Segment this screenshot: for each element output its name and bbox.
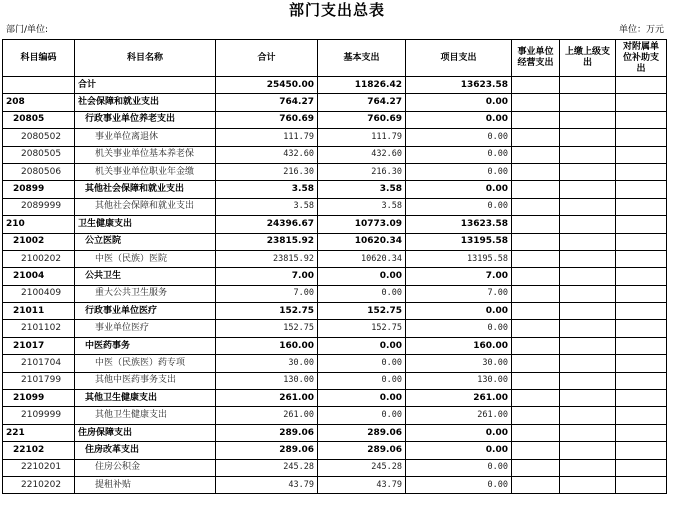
cell-subject-code: 21099 [3, 390, 75, 407]
cell-business-operation [512, 198, 560, 215]
header-project-expenditure: 项目支出 [406, 40, 512, 77]
cell-subject-code: 2080506 [3, 163, 75, 180]
cell-subject-name: 中医药事务 [75, 337, 216, 354]
report-title: 部门支出总表 [288, 1, 385, 19]
cell-remit-to-superior [560, 390, 616, 407]
cell-project-expenditure: 261.00 [406, 390, 512, 407]
cell-remit-to-superior [560, 94, 616, 111]
cell-subsidy-to-affiliates [616, 303, 667, 320]
cell-subject-code: 2080502 [3, 129, 75, 146]
cell-total: 7.00 [216, 285, 318, 302]
cell-project-expenditure: 0.00 [406, 111, 512, 128]
cell-total: 24396.67 [216, 216, 318, 233]
header-subject-code: 科目编码 [3, 40, 75, 77]
cell-project-expenditure: 0.00 [406, 424, 512, 441]
cell-project-expenditure: 0.00 [406, 181, 512, 198]
cell-remit-to-superior [560, 337, 616, 354]
cell-subsidy-to-affiliates [616, 181, 667, 198]
cell-subsidy-to-affiliates [616, 129, 667, 146]
cell-subject-code: 21004 [3, 268, 75, 285]
cell-subject-name: 其他社会保障和就业支出 [75, 198, 216, 215]
table-row [3, 146, 667, 163]
table-row [3, 390, 667, 407]
cell-subject-name: 公共卫生 [75, 268, 216, 285]
cell-subject-code: 208 [3, 94, 75, 111]
cell-basic-expenditure: 289.06 [318, 424, 406, 441]
cell-subject-name: 行政事业单位养老支出 [75, 111, 216, 128]
cell-subject-name: 公立医院 [75, 233, 216, 250]
cell-project-expenditure: 0.00 [406, 198, 512, 215]
cell-remit-to-superior [560, 198, 616, 215]
cell-business-operation [512, 320, 560, 337]
cell-project-expenditure: 160.00 [406, 337, 512, 354]
cell-business-operation [512, 424, 560, 441]
table-row [3, 198, 667, 215]
cell-subsidy-to-affiliates [616, 111, 667, 128]
cell-total: 245.28 [216, 459, 318, 476]
cell-business-operation [512, 442, 560, 459]
cell-basic-expenditure: 152.75 [318, 303, 406, 320]
cell-business-operation [512, 216, 560, 233]
cell-basic-expenditure: 0.00 [318, 390, 406, 407]
cell-remit-to-superior [560, 285, 616, 302]
cell-subject-name: 重大公共卫生服务 [75, 285, 216, 302]
cell-total: 130.00 [216, 372, 318, 389]
cell-project-expenditure: 0.00 [406, 163, 512, 180]
cell-total: 152.75 [216, 320, 318, 337]
cell-remit-to-superior [560, 181, 616, 198]
cell-subsidy-to-affiliates [616, 355, 667, 372]
cell-subsidy-to-affiliates [616, 424, 667, 441]
cell-project-expenditure: 13195.58 [406, 250, 512, 267]
cell-subject-code: 2101799 [3, 372, 75, 389]
cell-subject-name: 行政事业单位医疗 [75, 303, 216, 320]
cell-subject-name: 卫生健康支出 [75, 216, 216, 233]
header-total: 合计 [216, 40, 318, 77]
cell-basic-expenditure: 11826.42 [318, 77, 406, 94]
cell-subject-name: 其他卫生健康支出 [75, 390, 216, 407]
cell-subject-code: 2080505 [3, 146, 75, 163]
cell-total: 261.00 [216, 407, 318, 424]
cell-total: 3.58 [216, 181, 318, 198]
cell-business-operation [512, 94, 560, 111]
cell-business-operation [512, 233, 560, 250]
cell-remit-to-superior [560, 216, 616, 233]
cell-subject-code: 22102 [3, 442, 75, 459]
cell-business-operation [512, 407, 560, 424]
cell-remit-to-superior [560, 355, 616, 372]
cell-remit-to-superior [560, 129, 616, 146]
cell-subject-code: 221 [3, 424, 75, 441]
cell-subject-code: 2101704 [3, 355, 75, 372]
cell-subject-name: 其他中医药事务支出 [75, 372, 216, 389]
cell-total: 43.79 [216, 476, 318, 493]
cell-project-expenditure: 130.00 [406, 372, 512, 389]
cell-project-expenditure: 30.00 [406, 355, 512, 372]
cell-subject-code: 20805 [3, 111, 75, 128]
cell-subject-name: 住房公积金 [75, 459, 216, 476]
table-body [3, 77, 667, 494]
cell-business-operation [512, 355, 560, 372]
cell-subsidy-to-affiliates [616, 146, 667, 163]
cell-subsidy-to-affiliates [616, 337, 667, 354]
cell-remit-to-superior [560, 424, 616, 441]
cell-remit-to-superior [560, 77, 616, 94]
cell-subject-code: 2100202 [3, 250, 75, 267]
cell-basic-expenditure: 0.00 [318, 372, 406, 389]
cell-subject-code: 2101102 [3, 320, 75, 337]
cell-subsidy-to-affiliates [616, 407, 667, 424]
cell-subject-code: 2100409 [3, 285, 75, 302]
cell-business-operation [512, 129, 560, 146]
header-business-operation: 事业单位经营支出 [512, 40, 560, 77]
cell-project-expenditure: 13195.58 [406, 233, 512, 250]
cell-basic-expenditure: 10620.34 [318, 250, 406, 267]
cell-business-operation [512, 476, 560, 493]
cell-subsidy-to-affiliates [616, 476, 667, 493]
cell-basic-expenditure: 0.00 [318, 337, 406, 354]
cell-remit-to-superior [560, 268, 616, 285]
cell-subject-name: 事业单位医疗 [75, 320, 216, 337]
cell-total: 25450.00 [216, 77, 318, 94]
table-row [3, 181, 667, 198]
cell-business-operation [512, 181, 560, 198]
cell-subject-code: 20899 [3, 181, 75, 198]
cell-remit-to-superior [560, 442, 616, 459]
cell-basic-expenditure: 111.79 [318, 129, 406, 146]
table-row [3, 111, 667, 128]
cell-subsidy-to-affiliates [616, 77, 667, 94]
table-header-row [3, 40, 667, 77]
unit-label: 单位：万元 [618, 25, 664, 35]
table-row [3, 216, 667, 233]
cell-total: 764.27 [216, 94, 318, 111]
cell-subject-name: 提租补贴 [75, 476, 216, 493]
cell-subsidy-to-affiliates [616, 198, 667, 215]
cell-total: 289.06 [216, 424, 318, 441]
cell-business-operation [512, 390, 560, 407]
cell-project-expenditure: 0.00 [406, 442, 512, 459]
cell-business-operation [512, 337, 560, 354]
cell-remit-to-superior [560, 163, 616, 180]
header-basic-expenditure: 基本支出 [318, 40, 406, 77]
table-row [3, 337, 667, 354]
cell-remit-to-superior [560, 250, 616, 267]
cell-subsidy-to-affiliates [616, 372, 667, 389]
cell-basic-expenditure: 0.00 [318, 285, 406, 302]
cell-subject-name: 中医（民族医）药专项 [75, 355, 216, 372]
cell-total: 289.06 [216, 442, 318, 459]
cell-subject-name: 住房保障支出 [75, 424, 216, 441]
cell-total: 152.75 [216, 303, 318, 320]
cell-total: 3.58 [216, 198, 318, 215]
cell-project-expenditure: 0.00 [406, 146, 512, 163]
cell-total: 216.30 [216, 163, 318, 180]
cell-remit-to-superior [560, 372, 616, 389]
cell-basic-expenditure: 289.06 [318, 442, 406, 459]
cell-basic-expenditure: 216.30 [318, 163, 406, 180]
table-row [3, 320, 667, 337]
cell-subject-name: 其他卫生健康支出 [75, 407, 216, 424]
cell-basic-expenditure: 0.00 [318, 355, 406, 372]
cell-total: 23815.92 [216, 250, 318, 267]
cell-subsidy-to-affiliates [616, 390, 667, 407]
cell-subsidy-to-affiliates [616, 285, 667, 302]
table-row [3, 268, 667, 285]
cell-remit-to-superior [560, 303, 616, 320]
header-subject-name: 科目名称 [75, 40, 216, 77]
table-row [3, 407, 667, 424]
cell-subject-name: 住房改革支出 [75, 442, 216, 459]
cell-business-operation [512, 77, 560, 94]
cell-project-expenditure: 0.00 [406, 303, 512, 320]
cell-project-expenditure: 261.00 [406, 407, 512, 424]
cell-project-expenditure: 0.00 [406, 320, 512, 337]
table-row [3, 442, 667, 459]
cell-basic-expenditure: 10773.09 [318, 216, 406, 233]
cell-subject-name: 社会保障和就业支出 [75, 94, 216, 111]
cell-subject-name: 其他社会保障和就业支出 [75, 181, 216, 198]
cell-remit-to-superior [560, 146, 616, 163]
table-row [3, 94, 667, 111]
cell-total: 760.69 [216, 111, 318, 128]
cell-total: 261.00 [216, 390, 318, 407]
cell-business-operation [512, 303, 560, 320]
cell-basic-expenditure: 760.69 [318, 111, 406, 128]
cell-basic-expenditure: 432.60 [318, 146, 406, 163]
table-row [3, 250, 667, 267]
cell-subject-name: 事业单位离退休 [75, 129, 216, 146]
cell-total: 111.79 [216, 129, 318, 146]
cell-basic-expenditure: 0.00 [318, 268, 406, 285]
cell-remit-to-superior [560, 459, 616, 476]
cell-business-operation [512, 163, 560, 180]
cell-remit-to-superior [560, 476, 616, 493]
table-row [3, 355, 667, 372]
cell-remit-to-superior [560, 407, 616, 424]
cell-subject-code: 210 [3, 216, 75, 233]
cell-subsidy-to-affiliates [616, 216, 667, 233]
cell-basic-expenditure: 3.58 [318, 198, 406, 215]
table-row [3, 233, 667, 250]
cell-remit-to-superior [560, 233, 616, 250]
cell-subsidy-to-affiliates [616, 320, 667, 337]
cell-total: 30.00 [216, 355, 318, 372]
cell-subject-code: 2210201 [3, 459, 75, 476]
cell-total: 23815.92 [216, 233, 318, 250]
cell-subject-name: 机关事业单位基本养老保 [75, 146, 216, 163]
cell-subject-code [3, 77, 75, 94]
cell-subject-code: 2109999 [3, 407, 75, 424]
cell-business-operation [512, 111, 560, 128]
cell-basic-expenditure: 0.00 [318, 407, 406, 424]
cell-subsidy-to-affiliates [616, 233, 667, 250]
cell-subsidy-to-affiliates [616, 163, 667, 180]
cell-subsidy-to-affiliates [616, 442, 667, 459]
cell-business-operation [512, 372, 560, 389]
table-row [3, 372, 667, 389]
table-row [3, 129, 667, 146]
cell-business-operation [512, 459, 560, 476]
cell-subsidy-to-affiliates [616, 268, 667, 285]
cell-subject-code: 21017 [3, 337, 75, 354]
cell-subsidy-to-affiliates [616, 94, 667, 111]
expenditure-table [2, 39, 667, 494]
header-remit-to-superior: 上缴上级支出 [560, 40, 616, 77]
cell-total: 7.00 [216, 268, 318, 285]
cell-project-expenditure: 13623.58 [406, 216, 512, 233]
table-row [3, 163, 667, 180]
table-row [3, 285, 667, 302]
cell-remit-to-superior [560, 320, 616, 337]
cell-total: 160.00 [216, 337, 318, 354]
department-label: 部门/单位: [6, 25, 49, 35]
cell-project-expenditure: 7.00 [406, 268, 512, 285]
cell-basic-expenditure: 245.28 [318, 459, 406, 476]
cell-project-expenditure: 0.00 [406, 94, 512, 111]
cell-project-expenditure: 0.00 [406, 476, 512, 493]
cell-subsidy-to-affiliates [616, 459, 667, 476]
cell-subject-code: 2089999 [3, 198, 75, 215]
cell-remit-to-superior [560, 111, 616, 128]
cell-basic-expenditure: 43.79 [318, 476, 406, 493]
cell-subject-code: 21011 [3, 303, 75, 320]
cell-project-expenditure: 13623.58 [406, 77, 512, 94]
cell-subject-name: 中医（民族）医院 [75, 250, 216, 267]
cell-project-expenditure: 7.00 [406, 285, 512, 302]
cell-subject-name: 合计 [75, 77, 216, 94]
cell-subject-name: 机关事业单位职业年金缴 [75, 163, 216, 180]
table-row [3, 303, 667, 320]
cell-subsidy-to-affiliates [616, 250, 667, 267]
cell-subject-code: 2210202 [3, 476, 75, 493]
cell-subject-code: 21002 [3, 233, 75, 250]
table-row [3, 424, 667, 441]
cell-business-operation [512, 146, 560, 163]
table-row [3, 459, 667, 476]
table-row [3, 476, 667, 493]
cell-basic-expenditure: 3.58 [318, 181, 406, 198]
table-row [3, 77, 667, 94]
header-subsidy-to-affiliates: 对附属单位补助支出 [616, 40, 667, 77]
cell-business-operation [512, 250, 560, 267]
cell-basic-expenditure: 152.75 [318, 320, 406, 337]
cell-business-operation [512, 285, 560, 302]
cell-project-expenditure: 0.00 [406, 459, 512, 476]
cell-basic-expenditure: 764.27 [318, 94, 406, 111]
cell-total: 432.60 [216, 146, 318, 163]
cell-basic-expenditure: 10620.34 [318, 233, 406, 250]
cell-project-expenditure: 0.00 [406, 129, 512, 146]
cell-business-operation [512, 268, 560, 285]
